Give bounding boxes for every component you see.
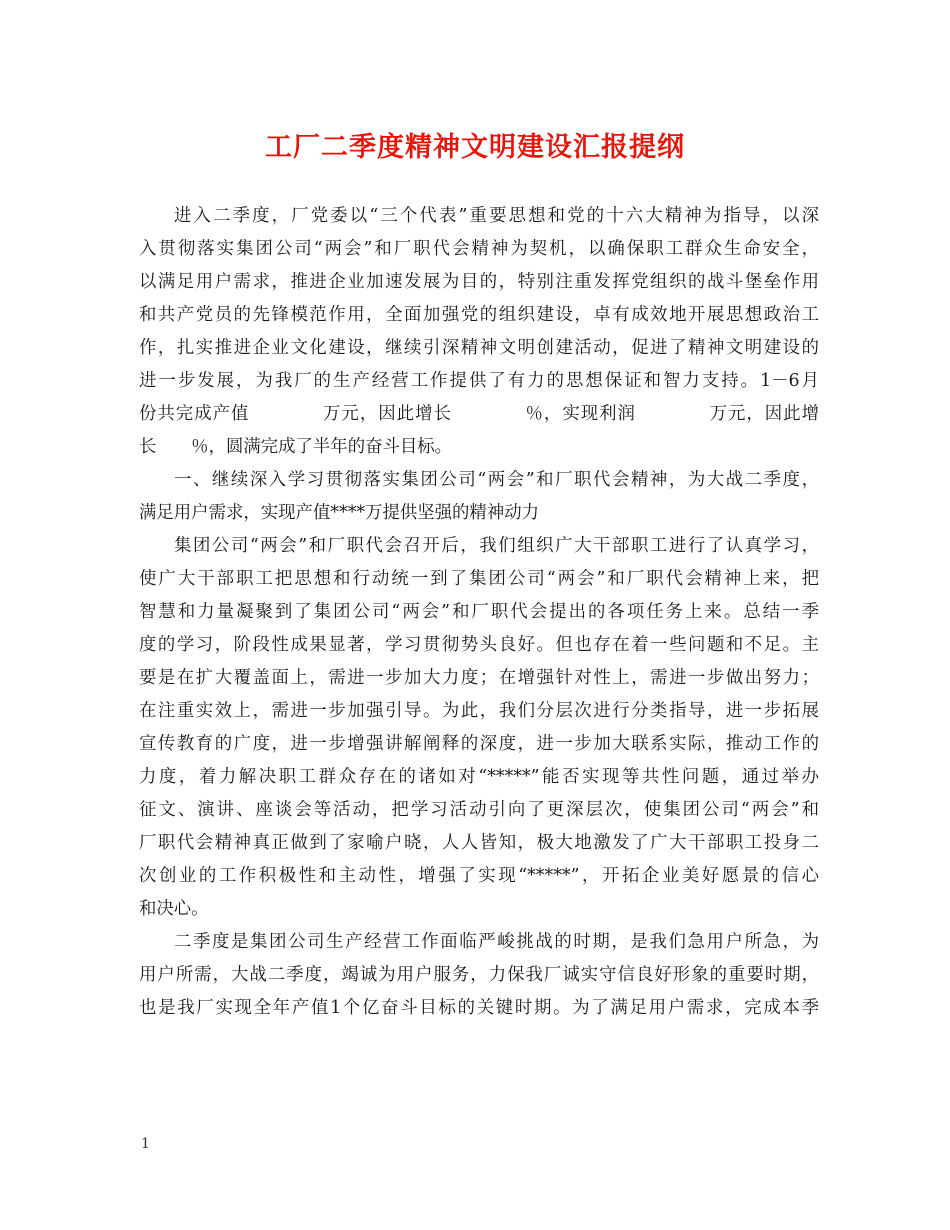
text-line: 征文、演讲、座谈会等活动，把学习活动引向了更深层次，使集团公司“两会”和 <box>139 800 819 820</box>
text-line: 进一步发展，为我厂的生产经营工作提供了有力的思想保证和智力支持。1－6月 <box>139 371 819 391</box>
text-line: 要是在扩大覆盖面上，需进一步加大力度；在增强针对性上，需进一步做出努力； <box>139 668 819 688</box>
text-line: 次创业的工作积极性和主动性，增强了实现“*****”，开拓企业美好愿景的信心 <box>139 866 819 886</box>
text-line: 作，扎实推进企业文化建设，继续引深精神文明创建活动，促进了精神文明建设的 <box>139 338 819 358</box>
text-line: 长 ％，圆满完成了半年的奋斗目标。 <box>139 437 453 457</box>
text-line: 进入二季度，厂党委以“三个代表”重要思想和党的十六大精神为指导，以深 <box>174 206 819 226</box>
text-line: 在注重实效上，需进一步加强引导。为此，我们分层次进行分类指导，进一步拓展 <box>139 701 819 721</box>
text-line: 一、继续深入学习贯彻落实集团公司“两会”和厂职代会精神，为大战二季度， <box>174 470 819 490</box>
document-body <box>139 200 819 1025</box>
text-line: 也是我厂实现全年产值1个亿奋斗目标的关键时期。为了满足用户需求，完成本季 <box>139 998 819 1018</box>
text-line: 入贯彻落实集团公司“两会”和厂职代会精神为契机，以确保职工群众生命安全， <box>139 239 819 259</box>
text-line: 使广大干部职工把思想和行动统一到了集团公司“两会”和厂职代会精神上来，把 <box>139 569 819 589</box>
text-line: 满足用户需求，实现产值****万提供坚强的精神动力 <box>139 503 539 523</box>
text-line: 和决心。 <box>139 899 209 919</box>
text-line: 用户所需，大战二季度，竭诚为用户服务，力保我厂诚实守信良好形象的重要时期， <box>139 965 819 985</box>
text-line: 集团公司“两会”和厂职代会召开后，我们组织广大干部职工进行了认真学习， <box>174 536 819 556</box>
text-line: 以满足用户需求，推进企业加速发展为目的，特别注重发挥党组织的战斗堡垒作用 <box>139 272 819 292</box>
text-line: 度的学习，阶段性成果显著，学习贯彻势头良好。但也存在着一些问题和不足。主 <box>139 635 819 655</box>
text-line: 厂职代会精神真正做到了家喻户晓，人人皆知，极大地激发了广大干部职工投身二 <box>139 833 819 853</box>
text-line: 力度，着力解决职工群众存在的诸如对“*****”能否实现等共性问题，通过举办 <box>139 767 819 787</box>
text-line: 智慧和力量凝聚到了集团公司“两会”和厂职代会提出的各项任务上来。总结一季 <box>139 602 819 622</box>
page-number: 1 <box>141 1136 150 1152</box>
text-line: 份共完成产值 万元，因此增长 ％，实现利润 万元，因此增 <box>139 404 819 424</box>
text-line: 二季度是集团公司生产经营工作面临严峻挑战的时期，是我们急用户所急，为 <box>174 932 819 952</box>
text-line: 宣传教育的广度，进一步增强讲解阐释的深度，进一步加大联系实际，推动工作的 <box>139 734 819 754</box>
document-title: 工厂二季度精神文明建设汇报提纲 <box>265 132 685 163</box>
text-line: 和共产党员的先锋模范作用，全面加强党的组织建设，卓有成效地开展思想政治工 <box>139 305 819 325</box>
